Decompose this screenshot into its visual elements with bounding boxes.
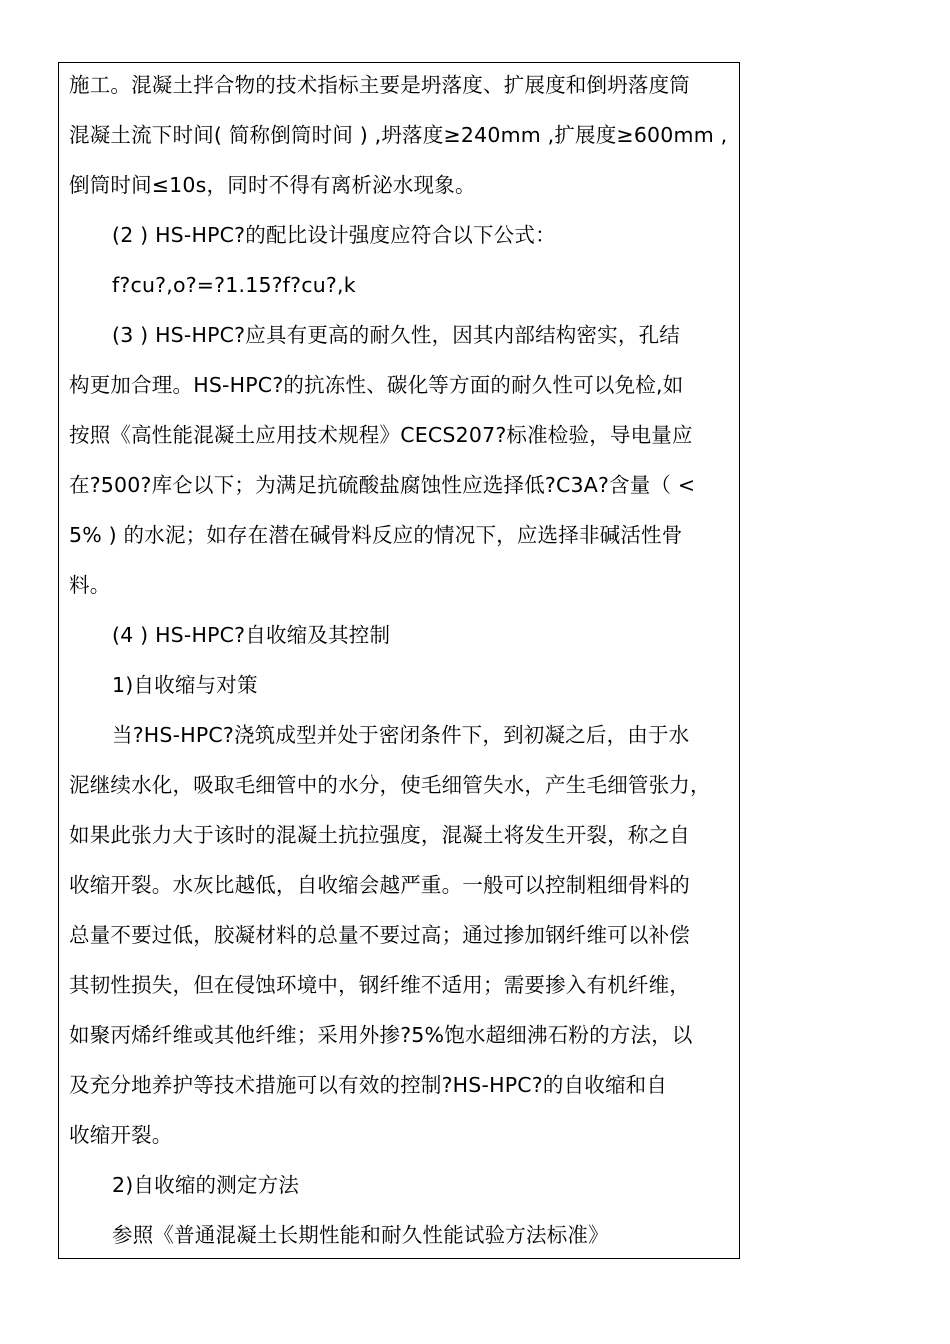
document-border-box bbox=[58, 62, 740, 1259]
text-line-11: 料。 bbox=[69, 573, 111, 597]
text-line-2: 混凝土流下时间( 简称倒筒时间 ) ,坍落度≥240mm ,扩展度≥600mm , bbox=[69, 123, 728, 147]
text-line-22: 收缩开裂。 bbox=[69, 1123, 173, 1147]
text-line-12: (4 ) HS-HPC?自收缩及其控制 bbox=[112, 623, 391, 647]
text-line-13: 1)自收缩与对策 bbox=[112, 673, 258, 697]
text-line-1: 施工。混凝土拌合物的技术指标主要是坍落度、扩展度和倒坍落度筒 bbox=[69, 73, 690, 97]
text-line-23: 2)自收缩的测定方法 bbox=[112, 1173, 300, 1197]
text-line-20: 如聚丙烯纤维或其他纤维；采用外掺?5%饱水超细沸石粉的方法，以 bbox=[69, 1023, 693, 1047]
text-line-18: 总量不要过低，胶凝材料的总量不要过高；通过掺加钢纤维可以补偿 bbox=[69, 923, 690, 947]
text-line-21: 及充分地养护等技术措施可以有效的控制?HS-HPC?的自收缩和自 bbox=[69, 1073, 668, 1097]
text-line-9: 在?500?库仑以下；为满足抗硫酸盐腐蚀性应选择低?C3A?含量（ < bbox=[69, 473, 696, 497]
text-line-3: 倒筒时间≤10s，同时不得有离析泌水现象。 bbox=[69, 173, 476, 197]
text-line-10: 5% ) 的水泥；如存在潜在碱骨料反应的情况下，应选择非碱活性骨 bbox=[69, 523, 683, 547]
text-line-17: 收缩开裂。水灰比越低，自收缩会越严重。一般可以控制粗细骨料的 bbox=[69, 873, 690, 897]
text-line-14: 当?HS-HPC?浇筑成型并处于密闭条件下，到初凝之后，由于水 bbox=[112, 723, 690, 747]
text-line-16: 如果此张力大于该时的混凝土抗拉强度，混凝土将发生开裂，称之自 bbox=[69, 823, 690, 847]
text-line-15: 泥继续水化，吸取毛细管中的水分，使毛细管失水，产生毛细管张力， bbox=[69, 773, 711, 797]
text-line-4: (2 ) HS-HPC?的配比设计强度应符合以下公式： bbox=[112, 223, 556, 247]
text-line-7: 构更加合理。HS-HPC?的抗冻性、碳化等方面的耐久性可以免检,如 bbox=[69, 373, 684, 397]
text-line-5: f?cu?,o?=?1.15?f?cu?,k bbox=[112, 273, 356, 297]
text-line-19: 其韧性损失，但在侵蚀环境中，钢纤维不适用；需要掺入有机纤维， bbox=[69, 973, 690, 997]
text-line-8: 按照《高性能混凝土应用技术规程》CECS207?标准检验，导电量应 bbox=[69, 423, 693, 447]
text-line-24: 参照《普通混凝土长期性能和耐久性能试验方法标准》 bbox=[112, 1223, 609, 1247]
text-line-6: (3 ) HS-HPC?应具有更高的耐久性，因其内部结构密实，孔结 bbox=[112, 323, 680, 347]
